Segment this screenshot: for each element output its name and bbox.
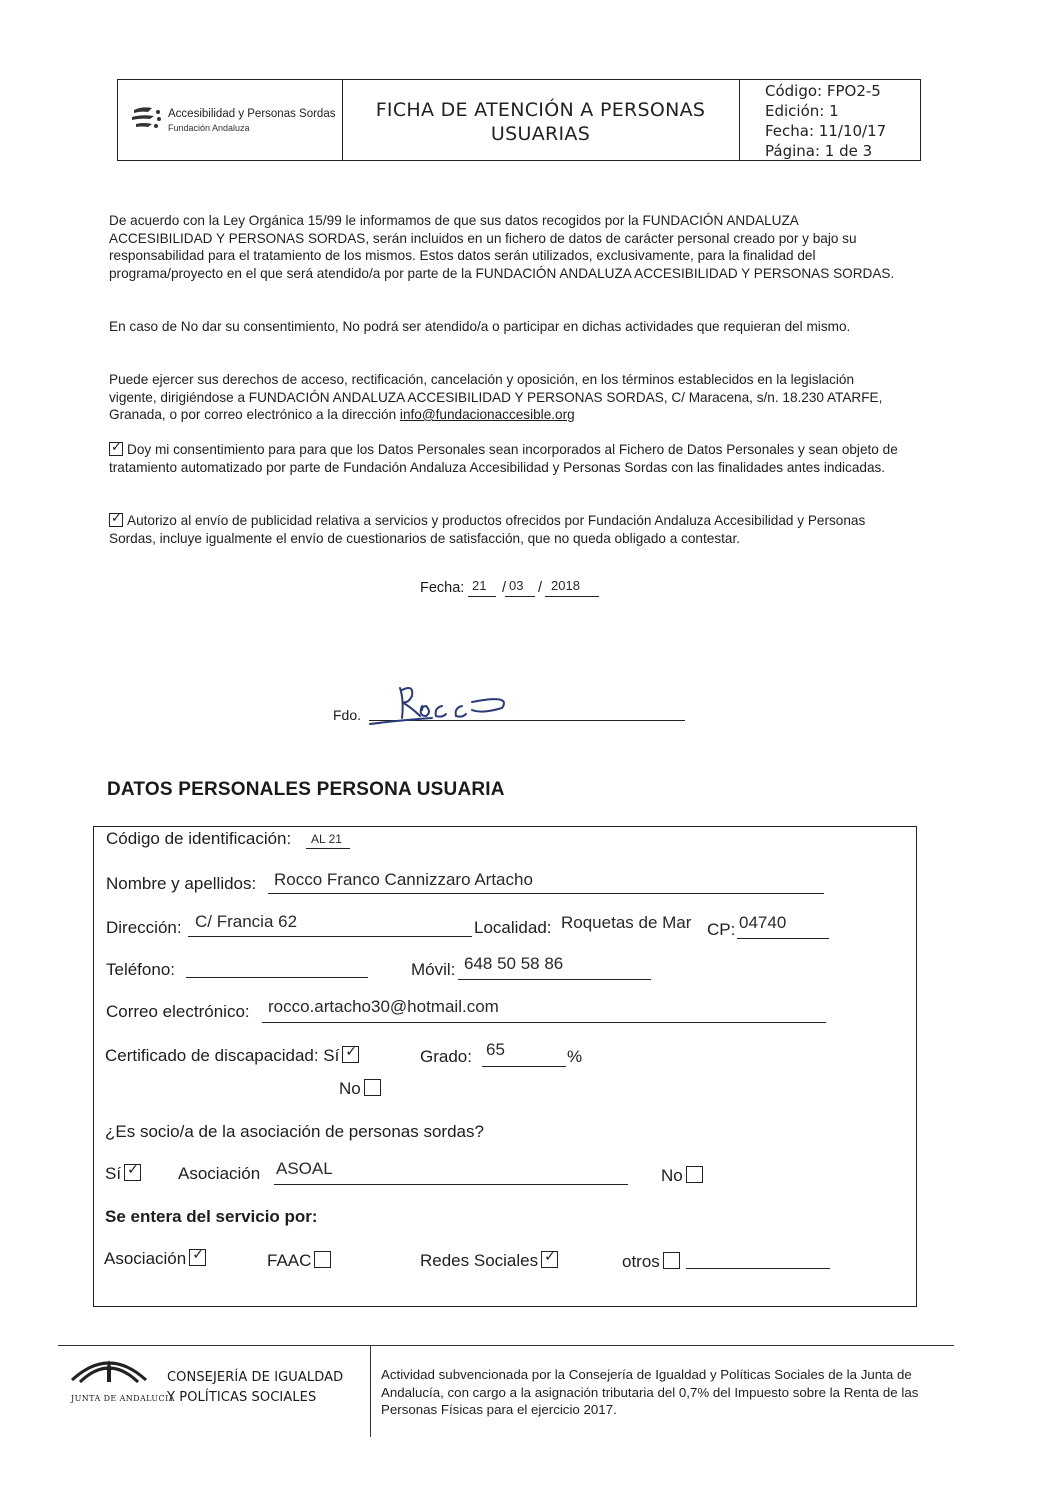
- grado-line: [482, 1066, 566, 1067]
- junta-name: JUNTA DE ANDALUCIA: [71, 1394, 175, 1403]
- asociacion-field[interactable]: ASOAL: [276, 1159, 333, 1178]
- opt-faac-label: FAAC: [267, 1251, 312, 1270]
- consejeria-name: [167, 1368, 343, 1408]
- grado-label: Grado:: [420, 1047, 472, 1066]
- legal-paragraph-3-text: Puede ejercer sus derechos de acceso, rectificación, cancelación y oposición, en los términos establecidos en la legislación vigente, dirigiéndose a FUNDACIÓN ANDALUZA ACCESIBILIDAD Y PERSONAS SORDAS, C/ Maracena, s/n. 18.230 ATARFE, Granada, o por correo electrónico a la dirección: [109, 372, 883, 422]
- opt-redes-checkbox[interactable]: [541, 1251, 558, 1268]
- socio-no-item: [661, 1166, 703, 1186]
- header-title-cell: [342, 80, 740, 160]
- opt-redes-label: Redes Sociales: [420, 1251, 539, 1270]
- date-label: Fecha:: [420, 580, 465, 596]
- otros-line[interactable]: [686, 1268, 830, 1269]
- cert-label-text: Certificado de discapacidad: Sí: [105, 1046, 340, 1065]
- socio-si-checkbox[interactable]: [124, 1164, 141, 1181]
- direccion-label: Dirección:: [106, 918, 182, 937]
- org-subtitle: Fundación Andaluza: [168, 123, 250, 133]
- socio-no-checkbox[interactable]: [686, 1166, 703, 1183]
- movil-field[interactable]: 648 50 58 86: [464, 954, 564, 973]
- opt-asociacion-item: [104, 1249, 206, 1269]
- socio-no-label: No: [661, 1166, 683, 1185]
- opt-faac-item: [267, 1251, 331, 1271]
- consent-publicity-checkbox[interactable]: [109, 513, 123, 527]
- nombre-line: [268, 893, 824, 894]
- consent-data-item: [109, 441, 904, 476]
- org-name: Accesibilidad y Personas Sordas: [168, 108, 336, 120]
- doc-code: Código: FPO2-5: [765, 82, 881, 100]
- legal-paragraph-2: En caso de No dar su consentimiento, No podrá ser atendido/a o participar en dichas actividades que requieran del mismo.: [109, 319, 851, 334]
- codigo-label: Código de identificación:: [106, 829, 292, 848]
- document-title-text: FICHA DE ATENCIÓN A PERSONAS USUARIAS: [375, 99, 706, 145]
- signature-label: Fdo.: [333, 707, 362, 723]
- consejeria-line-2: Y POLÍTICAS SOCIALES: [167, 1390, 317, 1405]
- document-header: [117, 79, 921, 161]
- header-logo-cell: [118, 80, 343, 160]
- consent-publicity-item: [109, 512, 904, 547]
- opt-redes-item: [420, 1251, 558, 1271]
- nombre-label: Nombre y apellidos:: [106, 874, 257, 893]
- doc-page: Página: 1 de 3: [765, 142, 873, 160]
- date-month[interactable]: 03: [509, 578, 524, 593]
- date-day[interactable]: 21: [472, 578, 487, 593]
- header-meta-cell: [739, 80, 920, 160]
- doc-edition: Edición: 1: [765, 102, 839, 120]
- date-month-line: [505, 596, 535, 597]
- correo-label: Correo electrónico:: [106, 1002, 250, 1021]
- doc-date: Fecha: 11/10/17: [765, 122, 887, 140]
- signature-text: Rocco: [362, 680, 365, 681]
- movil-line: [458, 979, 651, 980]
- entera-label: Se entera del servicio por:: [105, 1207, 318, 1226]
- date-year-line: [545, 596, 599, 597]
- consent-publicity-text: Autorizo al envío de publicidad relativa a servicios y productos ofrecidos por Fundación Andaluza Accesibilidad y Personas Sordas, incluye igualmente el envío de cuestionarios de satisfacción, que no queda obligado a contestar.: [109, 513, 866, 546]
- opt-asociacion-checkbox[interactable]: [189, 1249, 206, 1266]
- correo-line: [262, 1022, 826, 1023]
- section-title: DATOS PERSONALES PERSONA USUARIA: [107, 779, 505, 800]
- nombre-field[interactable]: Rocco Franco Cannizzaro Artacho: [274, 870, 533, 889]
- date-sep-1: /: [502, 580, 507, 596]
- cert-no-label: No: [339, 1079, 361, 1098]
- asociacion-line: [274, 1184, 628, 1185]
- localidad-label: Localidad:: [474, 918, 552, 937]
- footer-vertical-divider: [370, 1345, 371, 1437]
- consejeria-line-1: CONSEJERÍA DE IGUALDAD: [167, 1370, 344, 1385]
- cp-label: CP:: [707, 920, 736, 939]
- document-title: [342, 98, 739, 146]
- funding-note: Actividad subvencionada por la Consejería de Igualdad y Políticas Sociales de la Junta de Andalucía, con cargo a la asignación tributaria del 0,7% del Impuesto sobre la Renta de las Personas Físicas para el ejercicio 2017.: [381, 1367, 919, 1417]
- grado-field[interactable]: 65: [486, 1040, 505, 1059]
- telefono-line: [186, 977, 368, 978]
- cp-line: [737, 938, 829, 939]
- codigo-field[interactable]: AL 21: [311, 832, 342, 846]
- movil-label: Móvil:: [411, 960, 456, 979]
- handwritten-signature: [362, 680, 522, 730]
- footer-divider: [58, 1345, 954, 1346]
- asociacion-label: Asociación: [178, 1164, 261, 1183]
- contact-email-link[interactable]: info@fundacionaccesible.org: [399, 407, 575, 422]
- date-day-line: [468, 596, 496, 597]
- localidad-field[interactable]: Roquetas de Mar: [561, 913, 692, 932]
- socio-si-label: Sí: [105, 1164, 122, 1183]
- socio-si-item: [105, 1164, 141, 1184]
- socio-question: ¿Es socio/a de la asociación de personas sordas?: [105, 1122, 484, 1141]
- opt-otros-item: [622, 1252, 680, 1272]
- date-year[interactable]: 2018: [551, 578, 580, 593]
- cert-no-checkbox[interactable]: [364, 1079, 381, 1096]
- opt-faac-checkbox[interactable]: [314, 1251, 331, 1268]
- cert-no-item: [339, 1079, 381, 1099]
- direccion-field[interactable]: C/ Francia 62: [195, 912, 298, 931]
- consent-data-text: Doy mi consentimiento para para que los Datos Personales sean incorporados al Fichero de Datos Personales y sean objeto de tratamiento automatizado por parte de Fundación Andaluza Accesibilidad y Personas Sordas con las finalidades antes indicadas.: [109, 442, 898, 475]
- direccion-line: [188, 936, 472, 937]
- telefono-label: Teléfono:: [106, 960, 175, 979]
- date-sep-2: /: [538, 580, 543, 596]
- opt-otros-checkbox[interactable]: [663, 1252, 680, 1269]
- foundation-logo-icon: [130, 104, 164, 134]
- cert-label: [105, 1046, 359, 1066]
- grado-percent: %: [567, 1047, 583, 1066]
- legal-paragraph-3: [109, 371, 904, 424]
- opt-asociacion-label: Asociación: [104, 1249, 187, 1268]
- cert-si-checkbox[interactable]: [342, 1046, 359, 1063]
- opt-otros-label: otros: [622, 1252, 660, 1271]
- junta-andalucia-logo-icon: [66, 1348, 152, 1386]
- correo-field[interactable]: rocco.artacho30@hotmail.com: [268, 997, 499, 1016]
- consent-data-checkbox[interactable]: [109, 442, 123, 456]
- cp-field[interactable]: 04740: [739, 913, 787, 932]
- legal-paragraph-1: De acuerdo con la Ley Orgánica 15/99 le informamos de que sus datos recogidos por la FUNDACIÓN ANDALUZA ACCESIBILIDAD Y PERSONAS SORDAS, serán incluidos en un fichero de datos de carácter personal creado por y bajo su responsabilidad para el tratamiento de los mismos. Estos datos serán utilizados, exclusivamente, para la finalidad del programa/proyecto en el que será atendido/a por parte de la FUNDACIÓN ANDALUZA ACCESIBILIDAD Y PERSONAS SORDAS.: [109, 213, 895, 281]
- codigo-line: [306, 848, 350, 849]
